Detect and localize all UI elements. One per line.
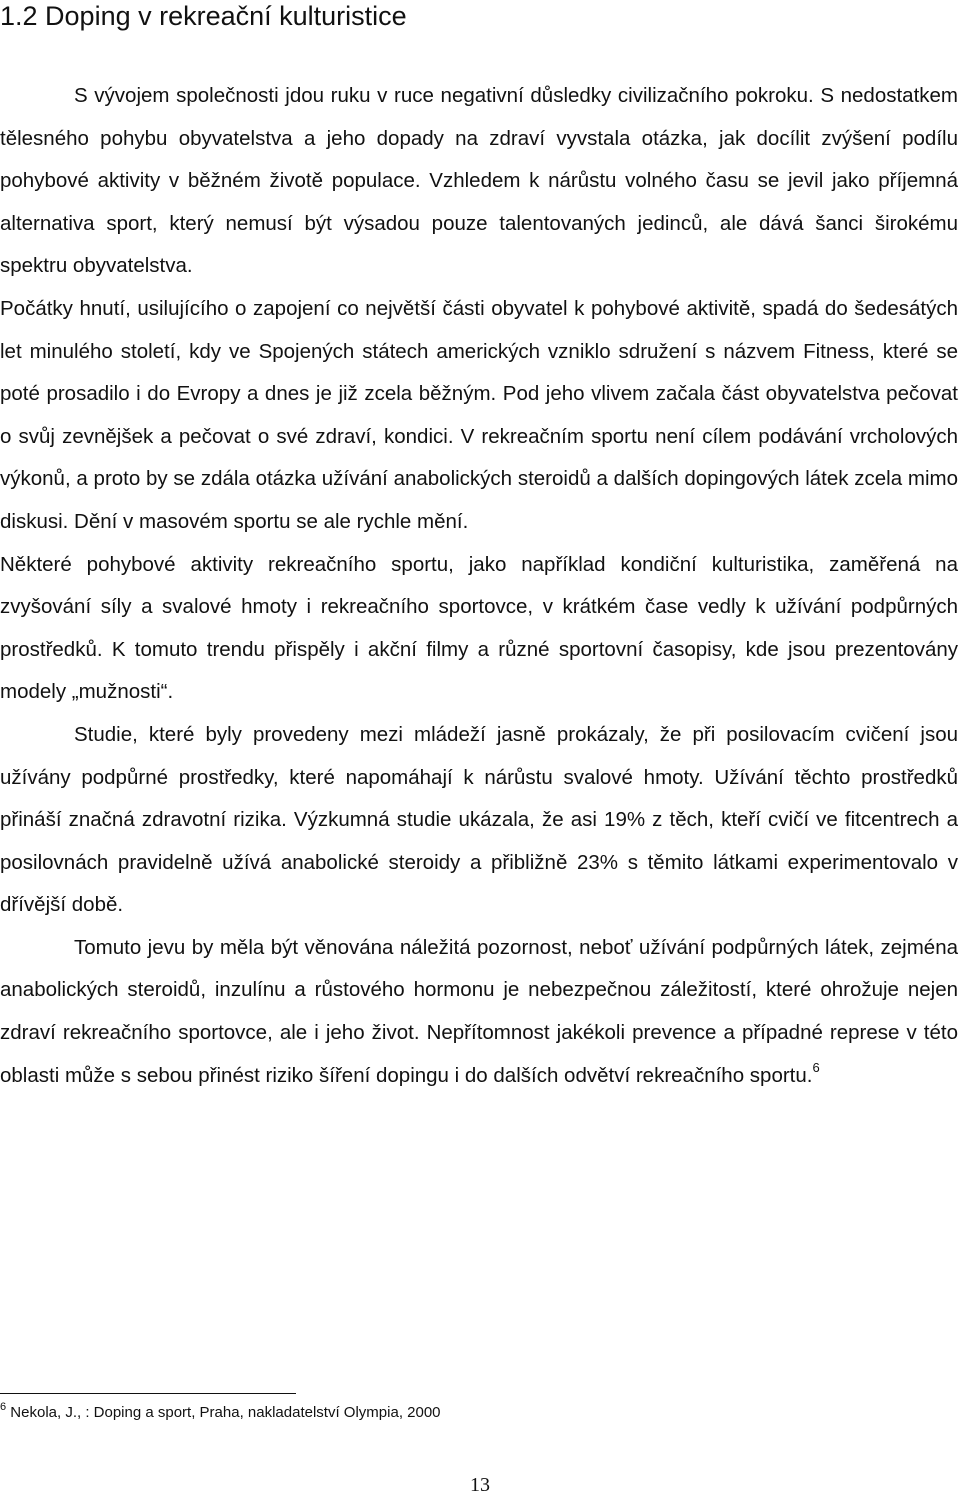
paragraph-1: S vývojem společnosti jdou ruku v ruce negativní důsledky civilizačního pokroku. S nedostatkem tělesného pohybu obyvatelstva a jeho dopady na zdraví vyvstala otázka, jak docílit zvýšení podílu pohybové aktivity v běžném životě populace. Vzhledem k nárůstu volného času se jevil jako příjemná alternativa sport, který nemusí být výsadou pouze talentovaných jedinců, ale dává šanci širokému spektru obyvatelstva. bbox=[0, 84, 958, 278]
section-heading: 1.2 Doping v rekreační kulturistice bbox=[0, 1, 407, 31]
footnote-number: 6 bbox=[0, 1401, 7, 1413]
paragraph-5-text: Tomuto jevu by měla být věnována náležitá pozornost, neboť užívání podpůrných látek, zejména anabolických steroidů, inzulínu a růstového hormonu je nebezpečnou záležitostí, které ohrožuje nejen zdraví rekreačního sportovce, ale i jeho život. Nepřítomnost jakékoli prevence a případné represe v této oblasti může s sebou přinést riziko šíření dopingu i do dalších odvětví rekreačního sportu. bbox=[0, 935, 958, 1087]
footnote bbox=[0, 1402, 441, 1424]
body-text bbox=[0, 75, 958, 1097]
paragraph-4: Studie, které byly provedeny mezi mládeží jasně prokázaly, že při posilovacím cvičení jsou užívány podpůrné prostředky, které napomáhají k nárůstu svalové hmoty. Užívání těchto prostředků přináší značná zdravotní rizika. Výzkumná studie ukázala, že asi 19% z těch, kteří cvičí ve fitcentrech a posilovnách pravidelně užívá anabolické steroidy a přibližně 23% s těmito látkami experimentovalo v dřívější době. bbox=[0, 722, 958, 917]
paragraph-2: Počátky hnutí, usilujícího o zapojení co největší části obyvatel k pohybové aktivitě, spadá do šedesátých let minulého století, kdy ve Spojených státech amerických vzniklo sdružení s názvem Fitness, které se poté prosadilo i do Evropy a dnes je již zcela běžným. Pod jeho vlivem začala část obyvatelstva pečovat o svůj zevnějšek a pečovat o své zdraví, kondici. V rekreačním sportu není cílem podávání vrcholových výkonů, a proto by se zdála otázka užívání anabolických steroidů a dalších dopingových látek zcela mimo diskusi. Dění v masovém sportu se ale rychle mění. bbox=[0, 296, 958, 533]
footnote-text: Nekola, J., : Doping a sport, Praha, nakladatelství Olympia, 2000 bbox=[10, 1404, 441, 1421]
page-number: 13 bbox=[470, 1474, 490, 1496]
paragraph-5 bbox=[0, 927, 958, 1097]
footnote-reference[interactable]: 6 bbox=[812, 1059, 820, 1075]
paragraph-3: Některé pohybové aktivity rekreačního sportu, jako například kondiční kulturistika, zaměřená na zvyšování síly a svalové hmoty i rekreačního sportovce, v krátkém čase vedly k užívání podpůrných prostředků. K tomuto trendu přispěly i akční filmy a různé sportovní časopisy, kde jsou prezentovány modely „mužnosti“. bbox=[0, 552, 958, 704]
footnote-divider bbox=[0, 1393, 296, 1394]
